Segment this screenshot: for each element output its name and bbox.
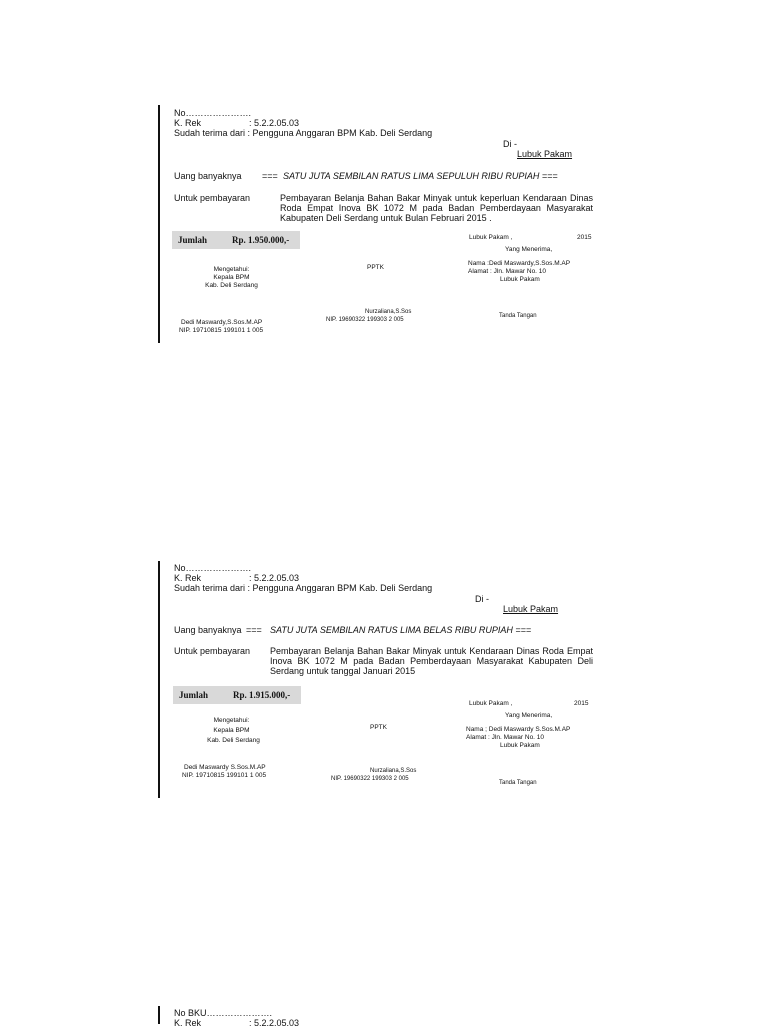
total-label: Jumlah [179,690,209,700]
receiver-address: Alamat : Jln. Mawar No. 10 [466,734,545,741]
date-place: Lubuk Pakam , [469,234,513,241]
approval-role: Kepala BPM [213,727,250,734]
pptk-label: PPTK [370,724,387,731]
total-box [173,686,301,704]
receiver-name: Nama :Dedi Maswardy,S.Sos.M.AP [468,260,571,267]
account-code-label: K. Rek [174,1018,202,1028]
receiver-address: Alamat : Jln. Mawar No. 10 [468,268,547,275]
receipt-number: No BKU…………………. [174,1008,273,1018]
amount-words: SATU JUTA SEMBILAN RATUS LIMA SEPULUH RIBU RUPIAH === [283,171,558,181]
total-value: Rp. 1.915.000,- [233,690,291,700]
purpose-text: Pembayaran Belanja Bahan Bakar Minyak untuk Kendaraan Dinas Roda Empat Inova BK 1072 M pada Badan Pemberdayaan Masyarakat Kabupaten Deli Serdang untuk tanggal Januari 2015 [270,646,593,676]
purpose-text: Pembayaran Belanja Bahan Bakar Minyak untuk keperluan Kendaraan Dinas Roda Empat Inova BK 1072 M pada Badan Pemberdayaan Masyarakat Kabupaten Deli Serdang untuk Bulan Februari 2015 . [280,193,593,223]
received-from: Sudah terima dari : Pengguna Anggaran BPM Kab. Deli Serdang [174,583,433,593]
head-nip: NIP. 19710815 199101 1 005 [179,327,264,334]
purpose-label: Untuk pembayaran [174,193,251,203]
receiver-city: Lubuk Pakam [500,742,540,749]
receiver-title: Yang Menerima, [505,712,553,719]
purpose-label: Untuk pembayaran [174,646,251,656]
amount-separator: === [246,625,262,635]
account-code-value: : 5.2.2.05.03 [249,1018,300,1028]
date-year: 2015 [577,234,592,241]
date-place: Lubuk Pakam , [469,700,513,707]
receipt-number: No…………………. [174,108,252,118]
receipt-3 [158,1006,598,1028]
head-name: Dedi Maswardy S.Sos.M.AP [184,764,266,771]
amount-separator: === [262,171,278,181]
receipt-number: No…………………. [174,563,252,573]
total-value: Rp. 1.950.000,- [232,235,290,245]
account-code-value: : 5.2.2.05.03 [249,573,300,583]
head-nip: NIP. 19710815 199101 1 005 [182,772,267,779]
pptk-name: Nurzaliana,S.Sos [370,768,417,774]
pptk-nip: NIP. 19690322 199303 2 005 [326,317,404,323]
date-year: 2015 [574,700,589,707]
signature-label: Tanda Tangan [499,780,537,786]
left-border [158,1006,160,1024]
place: Lubuk Pakam [503,604,559,614]
to-label: Di - [503,139,517,149]
approval-org: Kab. Deli Serdang [205,282,258,289]
receipt-2 [158,561,598,801]
approval-label: Mengetahui: [213,717,250,724]
received-from: Sudah terima dari : Pengguna Anggaran BPM Kab. Deli Serdang [174,128,433,138]
head-name: Dedi Maswardy,S.Sos.M.AP [181,319,263,326]
left-border [158,105,160,343]
pptk-label: PPTK [367,264,384,271]
amount-words: SATU JUTA SEMBILAN RATUS LIMA BELAS RIBU RUPIAH === [270,625,532,635]
amount-label: Uang banyaknya [174,625,242,635]
total-box [172,231,300,249]
place: Lubuk Pakam [517,149,573,159]
signature-label: Tanda Tangan [499,313,537,319]
pptk-nip: NIP. 19690322 199303 2 005 [331,776,409,782]
receiver-city: Lubuk Pakam [500,276,540,283]
account-code-value: : 5.2.2.05.03 [249,118,300,128]
total-label: Jumlah [178,235,208,245]
approval-role: Kepala BPM [213,274,250,281]
approval-org: Kab. Deli Serdang [207,737,260,744]
amount-label: Uang banyaknya [174,171,242,181]
account-code-label: K. Rek [174,573,202,583]
left-border [158,561,160,798]
receiver-title: Yang Menerima, [505,246,553,253]
pptk-name: Nurzaliana,S.Sos [365,309,412,315]
to-label: Di - [475,594,489,604]
receiver-name: Nama ; Dedi Maswardy S.Sos.M.AP [466,726,571,733]
approval-label: Mengetahui: [213,266,250,273]
account-code-label: K. Rek [174,118,202,128]
receipt-1 [158,105,598,345]
